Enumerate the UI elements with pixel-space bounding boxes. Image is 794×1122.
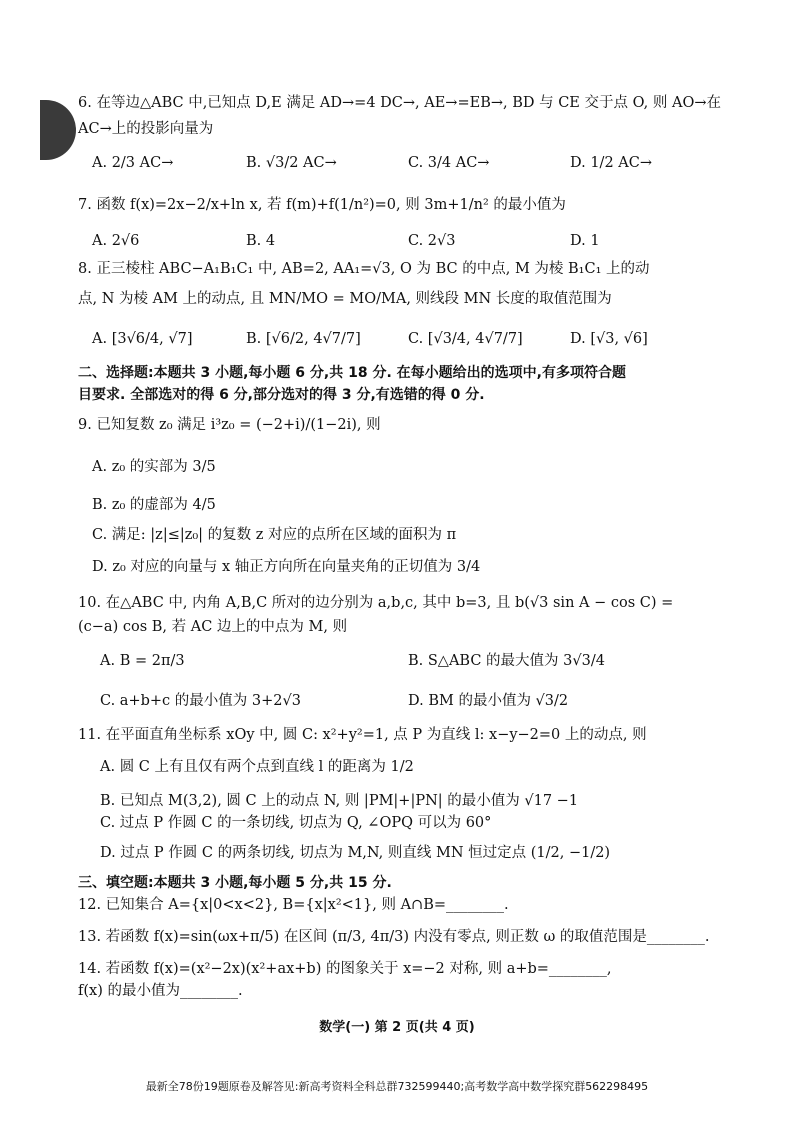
question-12-stem: 12. 已知集合 A={x|0<x<2}, B={x|x²<1}, 则 A∩B=________.	[78, 897, 509, 913]
question-6-option-b: B. √3/2 AC→	[246, 155, 337, 171]
question-13-stem: 13. 若函数 f(x)=sin(ωx+π/5) 在区间 (π/3, 4π/3) 内没有零点, 则正数 ω 的取值范围是________.	[78, 929, 710, 945]
question-8-stem-cont: 点, N 为棱 AM 上的动点, 且 MN/MO = MO/MA, 则线段 MN 长度的取值范围为	[78, 291, 612, 307]
question-6-stem: 6. 在等边△ABC 中,已知点 D,E 满足 AD→=4 DC→, AE→=EB→, BD 与 CE 交于点 O, 则 AO→在	[78, 95, 721, 111]
question-14-stem-cont: f(x) 的最小值为________.	[78, 983, 243, 999]
question-6-option-a: A. 2/3 AC→	[92, 155, 174, 171]
question-10-option-c: C. a+b+c 的最小值为 3+2√3	[100, 693, 301, 709]
question-6-stem-cont: AC→上的投影向量为	[78, 121, 214, 137]
section-2-heading: 二、选择题:本题共 3 小题,每小题 6 分,共 18 分. 在每小题给出的选项中,有多项符合题	[78, 365, 626, 381]
question-10-stem-cont: (c−a) cos B, 若 AC 边上的中点为 M, 则	[78, 619, 348, 635]
question-7-stem: 7. 函数 f(x)=2x−2/x+ln x, 若 f(m)+f(1/n²)=0, 则 3m+1/n² 的最小值为	[78, 197, 566, 213]
page-footer: 数学(一) 第 2 页(共 4 页)	[319, 1020, 475, 1035]
question-6-option-d: D. 1/2 AC→	[570, 155, 652, 171]
section-3-heading: 三、填空题:本题共 3 小题,每小题 5 分,共 15 分.	[78, 875, 392, 891]
question-6-option-c: C. 3/4 AC→	[408, 155, 490, 171]
question-7-option-d: D. 1	[570, 233, 600, 249]
question-10-option-a: A. B = 2π/3	[100, 653, 185, 669]
question-9-option-a: A. z₀ 的实部为 3/5	[92, 459, 216, 475]
question-8-option-c: C. [√3/4, 4√7/7]	[408, 331, 523, 347]
question-7-option-c: C. 2√3	[408, 233, 456, 249]
question-10-option-b: B. S△ABC 的最大值为 3√3/4	[408, 653, 605, 669]
question-14-stem: 14. 若函数 f(x)=(x²−2x)(x²+ax+b) 的图象关于 x=−2 对称, 则 a+b=________,	[78, 961, 612, 977]
question-8-option-d: D. [√3, √6]	[570, 331, 648, 347]
question-11-option-c: C. 过点 P 作圆 C 的一条切线, 切点为 Q, ∠OPQ 可以为 60°	[100, 815, 492, 831]
question-9-stem: 9. 已知复数 z₀ 满足 i³z₀ = (−2+i)/(1−2i), 则	[78, 417, 381, 433]
page-edge-tab	[40, 100, 76, 160]
section-2-heading-cont: 目要求. 全部选对的得 6 分,部分选对的得 3 分,有选错的得 0 分.	[78, 387, 485, 403]
question-11-stem: 11. 在平面直角坐标系 xOy 中, 圆 C: x²+y²=1, 点 P 为直线 l: x−y−2=0 上的动点, 则	[78, 727, 647, 743]
question-9-option-b: B. z₀ 的虚部为 4/5	[92, 497, 216, 513]
question-9-option-c: C. 满足: |z|≤|z₀| 的复数 z 对应的点所在区域的面积为 π	[92, 527, 457, 543]
question-7-option-a: A. 2√6	[92, 233, 140, 249]
question-7-option-b: B. 4	[246, 233, 276, 249]
bottom-note: 最新全78份19题原卷及解答见:新高考资料全科总群732599440;高考数学高中数学探究群562298495	[145, 1080, 649, 1093]
question-9-option-d: D. z₀ 对应的向量与 x 轴正方向所在向量夹角的正切值为 3/4	[92, 559, 481, 575]
question-8-option-b: B. [√6/2, 4√7/7]	[246, 331, 361, 347]
question-10-stem: 10. 在△ABC 中, 内角 A,B,C 所对的边分别为 a,b,c, 其中 b=3, 且 b(√3 sin A − cos C) =	[78, 595, 674, 611]
question-8-option-a: A. [3√6/4, √7]	[92, 331, 193, 347]
question-11-option-b: B. 已知点 M(3,2), 圆 C 上的动点 N, 则 |PM|+|PN| 的最小值为 √17 −1	[100, 793, 579, 809]
question-8-stem: 8. 正三棱柱 ABC−A₁B₁C₁ 中, AB=2, AA₁=√3, O 为 BC 的中点, M 为棱 B₁C₁ 上的动	[78, 261, 650, 277]
question-10-option-d: D. BM 的最小值为 √3/2	[408, 693, 569, 709]
question-11-option-a: A. 圆 C 上有且仅有两个点到直线 l 的距离为 1/2	[100, 759, 414, 775]
question-11-option-d: D. 过点 P 作圆 C 的两条切线, 切点为 M,N, 则直线 MN 恒过定点 (1/2, −1/2)	[100, 845, 611, 861]
